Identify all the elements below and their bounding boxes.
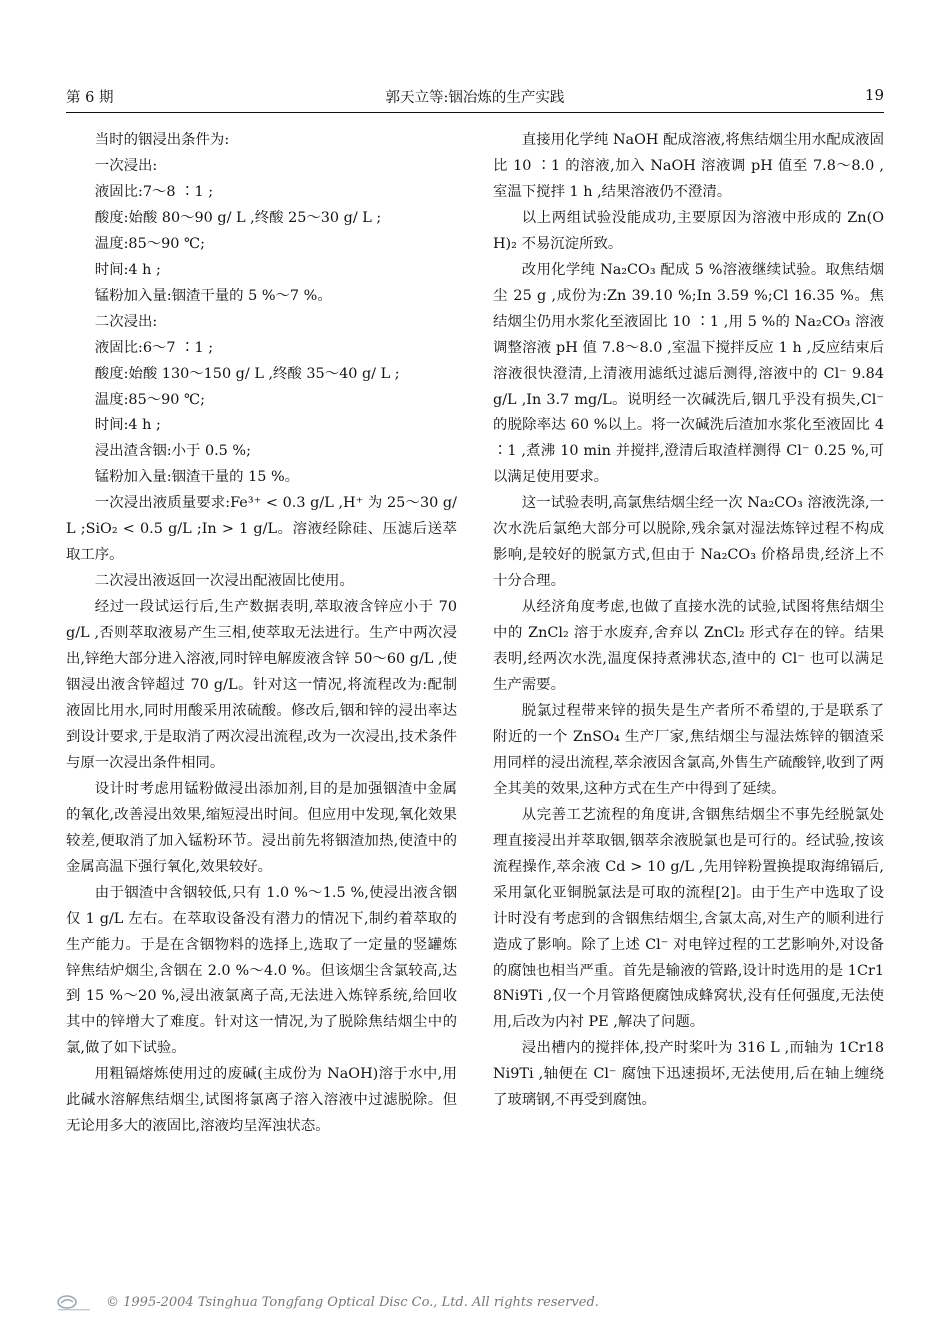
paragraph: 脱氯过程带来锌的损失是生产者所不希望的,于是联系了附近的一个 ZnSO₄ 生产厂家,焦结烟尘与湿法炼锌的铟渣采用同样的浸出流程,萃余液因含氯高,外售生产硫酸锌,收到了两全其美的效果,这种方式在生产中得到了延续。 <box>493 702 884 797</box>
paragraph: 二次浸出液返回一次浸出配液固比使用。 <box>94 573 354 590</box>
running-header <box>66 86 884 112</box>
paragraph: 二次浸出: <box>94 313 158 330</box>
paragraph: 用粗镉熔炼使用过的废碱(主成份为 NaOH)溶于水中,用此碱水溶解焦结烟尘,试图将氯离子溶入溶液中过滤脱除。但无论用多大的液固比,溶液均呈浑浊状态。 <box>66 1066 457 1135</box>
paragraph: 以上两组试验没能成功,主要原因为溶液中形成的 Zn(OH)₂ 不易沉淀所致。 <box>493 209 884 252</box>
paragraph: 由于铟渣中含铟较低,只有 1.0 %～1.5 %,使浸出液含铟仅 1 g/L 左右。在萃取设备没有潜力的情况下,制约着萃取的生产能力。于是在含铟物料的选择上,选取了一定量的竖罐炼锌焦结炉烟尘,含铟在 2.0 %～4.0 %。但该烟尘含氯较高,达到 15 %～20 %,浸出液氯离子高,无法进入炼锌系统,给回收其中的锌增大了难度。针对这一情况,为了脱除焦结烟尘中的氯,做了如下试验。 <box>66 884 457 1057</box>
paragraph: 改用化学纯 Na₂CO₃ 配成 5 %溶液继续试验。取焦结烟尘 25 g ,成份为:Zn 39.10 %;In 3.59 %;Cl 16.35 %。焦结烟尘仍用水浆化至液固比 10 ∶1 ,用 5 %的 Na₂CO₃ 溶液调整溶液 pH 值 7.8～8.0 ,室温下搅拌反应 1 h ,反应结束后溶液很快澄清,上清液用滤纸过滤后测得,溶液中的 Cl⁻ 9.84 g/L ,In 3.7 mg/L。说明经一次碱洗后,铟几乎没有损失,Cl⁻ 的脱除率达 60 %以上。将一次碱洗后渣加水浆化至液固比 4 ∶1 ,煮沸 10 min 并搅拌,澄清后取渣样测得 Cl⁻ 0.25 %,可以满足使用要求。 <box>493 261 884 486</box>
paragraph: 时间:4 h ; <box>94 417 161 434</box>
paragraph: 锰粉加入量:铟渣干量的 15 %。 <box>94 469 300 486</box>
paragraph: 这一试验表明,高氯焦结烟尘经一次 Na₂CO₃ 溶液洗涤,一次水洗后氯绝大部分可以脱除,残余氯对湿法炼锌过程不构成影响,是较好的脱氯方式,但由于 Na₂CO₃ 价格昂贵,经济上不十分合理。 <box>493 495 884 590</box>
paragraph: 一次浸出液质量要求:Fe³⁺ < 0.3 g/L ,H⁺ 为 25～30 g/L ;SiO₂ < 0.5 g/L ;In > 1 g/L。溶液经除硅、压滤后送萃取工序。 <box>66 495 457 564</box>
paragraph: 从经济角度考虑,也做了直接水洗的试验,试图将焦结烟尘中的 ZnCl₂ 溶于水废弃,舍弃以 ZnCl₂ 形式存在的锌。结果表明,经两次水洗,温度保持煮沸状态,渣中的 Cl⁻ 也可以满足生产需要。 <box>493 599 884 694</box>
header-rule <box>66 112 884 113</box>
left-column <box>66 128 457 1140</box>
right-column <box>493 128 884 1114</box>
page-footer <box>56 1294 876 1316</box>
paragraph: 设计时考虑用锰粉做浸出添加剂,目的是加强铟渣中金属的氧化,改善浸出效果,缩短浸出时间。但应用中发现,氧化效果较差,便取消了加入锰粉环节。浸出前先将铟渣加热,使渣中的金属高温下强行氧化,效果较好。 <box>66 780 457 875</box>
paragraph: 温度:85～90 ℃; <box>94 235 205 252</box>
paragraph: 经过一段试运行后,生产数据表明,萃取液含锌应小于 70 g/L ,否则萃取液易产生三相,使萃取无法进行。生产中两次浸出,锌绝大部分进入溶液,同时锌电解废液含锌 50～60 g/L ,使铟浸出液含锌超过 70 g/L。针对这一情况,将流程改为:配制液固比用水,同时用酸采用浓硫酸。修改后,铟和锌的浸出率达到设计要求,于是取消了两次浸出流程,改为一次浸出,技术条件与原一次浸出条件相同。 <box>66 599 457 771</box>
paragraph: 直接用化学纯 NaOH 配成溶液,将焦结烟尘用水配成液固比 10 ∶1 的溶液,加入 NaOH 溶液调 pH 值至 7.8～8.0 ,室温下搅拌 1 h ,结果溶液仍不澄清。 <box>493 132 884 200</box>
page-number: 19 <box>864 86 884 104</box>
paragraph: 酸度:始酸 80～90 g/ L ,终酸 25～30 g/ L ; <box>94 209 382 226</box>
paragraph: 当时的铟浸出条件为: <box>94 132 230 148</box>
paragraph: 液固比:7～8 ∶1 ; <box>94 183 214 200</box>
issue-number: 第 6 期 <box>66 90 114 106</box>
paragraph: 浸出槽内的搅拌体,投产时桨叶为 316 L ,而轴为 1Cr18Ni9Ti ,轴便在 Cl⁻ 腐蚀下迅速损坏,无法使用,后在轴上缠绕了玻璃钢,不再受到腐蚀。 <box>493 1040 884 1109</box>
paragraph: 锰粉加入量:铟渣干量的 5 %～7 %。 <box>94 287 332 304</box>
paragraph: 浸出渣含铟:小于 0.5 %; <box>94 443 251 460</box>
copyright-notice: © 1995-2004 Tsinghua Tongfang Optical Disc Co., Ltd. All rights reserved. <box>106 1295 599 1310</box>
paragraph: 酸度:始酸 130～150 g/ L ,终酸 35～40 g/ L ; <box>94 365 400 382</box>
paragraph: 温度:85～90 ℃; <box>94 391 205 408</box>
publisher-logo-icon <box>56 1294 94 1312</box>
running-title: 郭天立等:铟冶炼的生产实践 <box>385 90 565 106</box>
paragraph: 从完善工艺流程的角度讲,含铟焦结烟尘不事先经脱氯处理直接浸出并萃取铟,铟萃余液脱氯也是可行的。经试验,按该流程操作,萃余液 Cd > 10 g/L ,先用锌粉置换提取海绵镉后,采用氯化亚铜脱氯法是可取的流程[2]。由于生产中选取了设计时没有考虑到的含铟焦结烟尘,含氯太高,对生产的顺利进行造成了影响。除了上述 Cl⁻ 对电锌过程的工艺影响外,对设备的腐蚀也相当严重。首先是输液的管路,设计时选用的是 1Cr18Ni9Ti ,仅一个月管路便腐蚀成蜂窝状,没有任何强度,无法使用,后改为内衬 PE ,解决了问题。 <box>493 806 884 1031</box>
paragraph: 一次浸出: <box>94 157 158 174</box>
paragraph: 液固比:6～7 ∶1 ; <box>94 339 214 356</box>
paragraph: 时间:4 h ; <box>94 261 161 278</box>
